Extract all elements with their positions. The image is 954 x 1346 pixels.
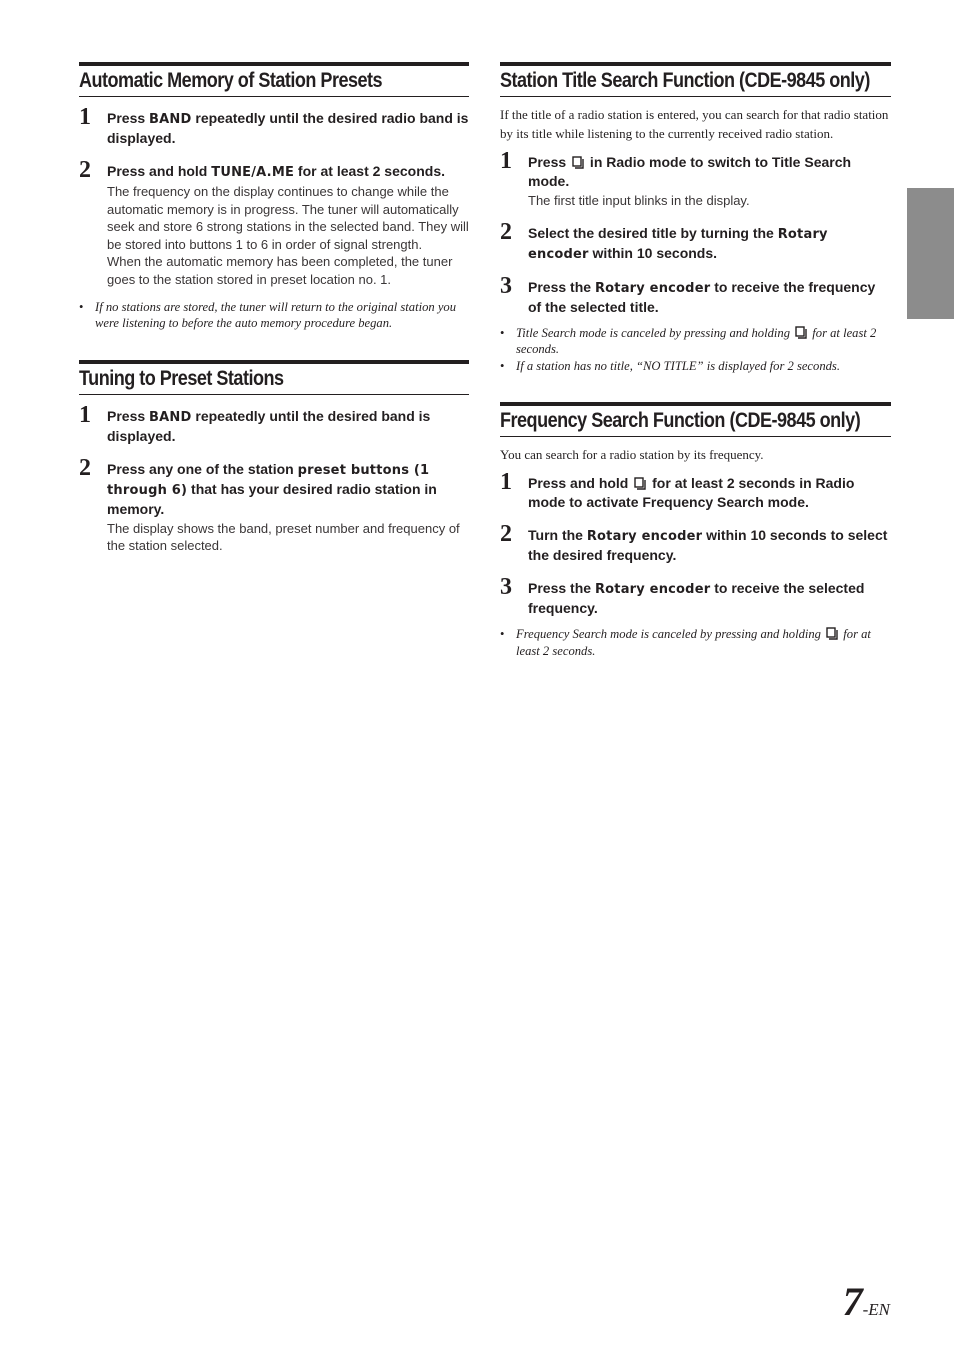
section-frequency-search: [500, 402, 891, 659]
step-number: 1: [500, 469, 512, 496]
step-instruction: Turn the Rotary encoder within 10 seconds to select the desired frequency.: [528, 527, 888, 564]
title-search-button-icon: [826, 627, 838, 640]
page-number: [843, 1278, 890, 1325]
section-header: [79, 62, 469, 97]
rotary-encoder-label: Rotary encoder: [594, 280, 711, 296]
step-number: 2: [79, 454, 91, 481]
title-search-button-icon: [795, 326, 807, 339]
preset-buttons-label: preset buttons (1 through 6): [107, 462, 430, 498]
step-instruction: Press the Rotary encoder to receive the selected frequency.: [528, 580, 865, 617]
section-header: [500, 402, 891, 437]
step-instruction: Press and hold for at least 2 seconds in Radio mode to activate Frequency Search mode.: [528, 475, 855, 511]
step-1: [79, 401, 469, 446]
section-header: [79, 360, 469, 395]
step-2: [500, 521, 891, 565]
step-instruction: Press the Rotary encoder to receive the frequency of the selected title.: [528, 278, 876, 315]
right-column: [500, 62, 891, 659]
step-number: 3: [500, 272, 512, 299]
step-description: The frequency on the display continues to change while the automatic memory is in progress. The tuner will automatically seek and store 6 strong stations in the selected band. They will be stored into buttons 1 to 6 in order of signal strength.: [107, 184, 469, 252]
section-intro: If the title of a radio station is entered, you can search for that radio station by its title while listening to the currently received radio station.: [500, 107, 889, 141]
step-instruction: Press in Radio mode to switch to Title Search mode.: [528, 154, 852, 189]
page-number-digit: 7: [842, 1279, 863, 1324]
section-preset-tuning: [79, 360, 469, 555]
step-description: When the automatic memory has been completed, the tuner goes to the station stored in preset location no. 1.: [107, 254, 453, 287]
step-instruction: Select the desired title by turning the Rotary encoder within 10 seconds.: [528, 224, 828, 262]
step-2: [79, 454, 469, 555]
page-number-suffix: -EN: [862, 1300, 890, 1319]
note-item: • If no stations are stored, the tuner will return to the original station you were listening to before the auto memory procedure began.: [79, 299, 457, 331]
tune-ame-button-label: TUNE/A.ME: [211, 165, 295, 180]
step-instruction: Press and hold TUNE/A.ME for at least 2 seconds.: [107, 163, 445, 180]
section-title-search: [500, 62, 891, 374]
step-3: [500, 272, 891, 317]
step-number: 1: [500, 148, 512, 174]
side-tab-marker: [907, 188, 954, 319]
rotary-encoder-label: Rotary encoder: [586, 529, 703, 545]
section-title: Frequency Search Function (CDE-9845 only): [500, 409, 861, 433]
step-2: [79, 157, 469, 289]
step-instruction: Press BAND repeatedly until the desired radio band is displayed.: [107, 110, 469, 146]
step-instruction: Press BAND repeatedly until the desired band is displayed.: [107, 407, 431, 444]
section-title: Tuning to Preset Stations: [79, 366, 284, 390]
note-item: • Title Search mode is canceled by pressing and holding for at least 2 seconds.: [500, 325, 877, 357]
title-search-button-icon: [572, 156, 584, 169]
step-number: 2: [79, 157, 91, 183]
step-number: 1: [79, 104, 91, 130]
step-number: 2: [500, 521, 512, 548]
step-description: The first title input blinks in the display.: [528, 193, 750, 208]
section-title: Automatic Memory of Station Presets: [79, 69, 383, 92]
left-column: [79, 62, 469, 569]
section-title: Station Title Search Function (CDE-9845 only): [500, 69, 870, 92]
step-3: [500, 574, 891, 618]
notes-list: [500, 626, 891, 659]
rotary-encoder-label: Rotary encoder: [594, 582, 711, 598]
section-auto-memory: [79, 62, 469, 332]
step-1: [500, 469, 891, 512]
step-1: [500, 148, 891, 210]
notes-list: [79, 299, 469, 332]
step-1: [79, 104, 469, 148]
step-description: The display shows the band, preset number and frequency of the station selected.: [107, 520, 460, 554]
step-2: [500, 218, 891, 264]
band-button-label: BAND: [149, 112, 192, 127]
band-button-label: BAND: [149, 409, 192, 425]
rotary-encoder-label: Rotary encoder: [528, 226, 828, 262]
section-header: [500, 62, 891, 97]
step-number: 3: [500, 574, 512, 601]
step-number: 1: [79, 401, 91, 428]
step-number: 2: [500, 218, 512, 245]
note-item: • Frequency Search mode is canceled by pressing and holding for at least 2 seconds.: [500, 627, 871, 658]
notes-list: [500, 325, 891, 375]
note-item: • If a station has no title, “NO TITLE” is displayed for 2 seconds.: [500, 358, 840, 373]
step-instruction: Press any one of the station preset buttons (1 through 6) that has your desired radio station in memory.: [107, 460, 437, 517]
section-intro: You can search for a radio station by its frequency.: [500, 447, 764, 463]
title-search-button-icon: [634, 477, 646, 490]
